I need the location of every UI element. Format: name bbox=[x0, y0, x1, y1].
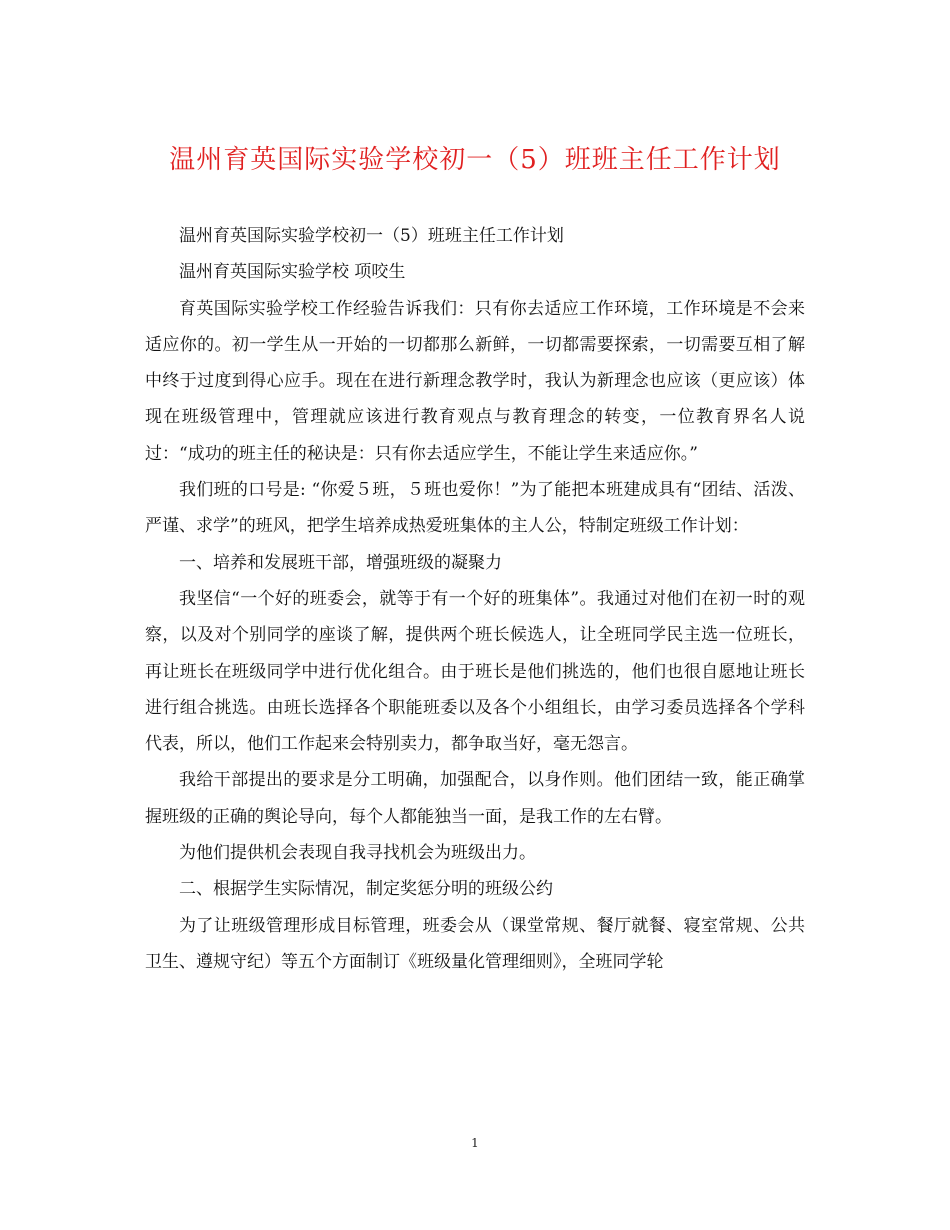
section-heading-1: 一、培养和发展班干部，增强班级的凝聚力 bbox=[179, 552, 502, 573]
paragraph-opportunities: 为他们提供机会表现自我寻找机会为班级出力。 bbox=[179, 843, 536, 864]
paragraph-author: 温州育英国际实验学校 项咬生 bbox=[179, 262, 406, 283]
paragraph-intro: 育英国际实验学校工作经验告诉我们：只有你去适应工作环境，工作环境是不会来适应你的。初一学生从一开始的一切都那么新鲜，一切都需要探索，一切需要互相了解中终于过度到得心应手。现在在进行新理念教学时，我认为新理念也应该（更应该）体现在班级管理中，管理就应该进行教育观点与教育理念的转变，一位教育界名人说过：“成功的班主任的秘诀是：只有你去适应学生，不能让学生来适应你。” bbox=[145, 298, 805, 464]
page-title: 温州育英国际实验学校初一（5）班班主任工作计划 bbox=[169, 145, 781, 175]
section-heading-2: 二、根据学生实际情况，制定奖惩分明的班级公约 bbox=[179, 879, 553, 900]
paragraph-slogan: 我们班的口号是: “你爱５班，５班也爱你！”为了能把本班建成具有“团结、活泼、严谨、求学”的班风，把学生培养成热爱班集体的主人公，特制定班级工作计划： bbox=[145, 480, 805, 537]
page-number: 1 bbox=[471, 1136, 479, 1150]
document-body bbox=[145, 218, 805, 980]
paragraph-subtitle: 温州育英国际实验学校初一（5）班班主任工作计划 bbox=[179, 226, 564, 246]
paragraph-class-committee: 我坚信“一个好的班委会，就等于有一个好的班集体”。我通过对他们在初一时的观察，以及对个别同学的座谈了解，提供两个班长候选人，让全班同学民主选一位班长，再让班长在班级同学中进行优化组合。由于班长是他们挑选的，他们也很自愿地让班长进行组合挑选。由班长选择各个职能班委以及各个小组组长，由学习委员选择各个学科代表，所以，他们工作起来会特别卖力，都争取当好，毫无怨言。 bbox=[145, 588, 805, 755]
paragraph-class-rules: 为了让班级管理形成目标管理，班委会从（课堂常规、餐厅就餐、寝室常规、公共卫生、遵规守纪）等五个方面制订《班级量化管理细则》，全班同学轮 bbox=[145, 915, 805, 972]
paragraph-cadre-requirements: 我给干部提出的要求是分工明确，加强配合，以身作则。他们团结一致，能正确掌握班级的正确的舆论导向，每个人都能独当一面，是我工作的左右臂。 bbox=[145, 770, 805, 827]
